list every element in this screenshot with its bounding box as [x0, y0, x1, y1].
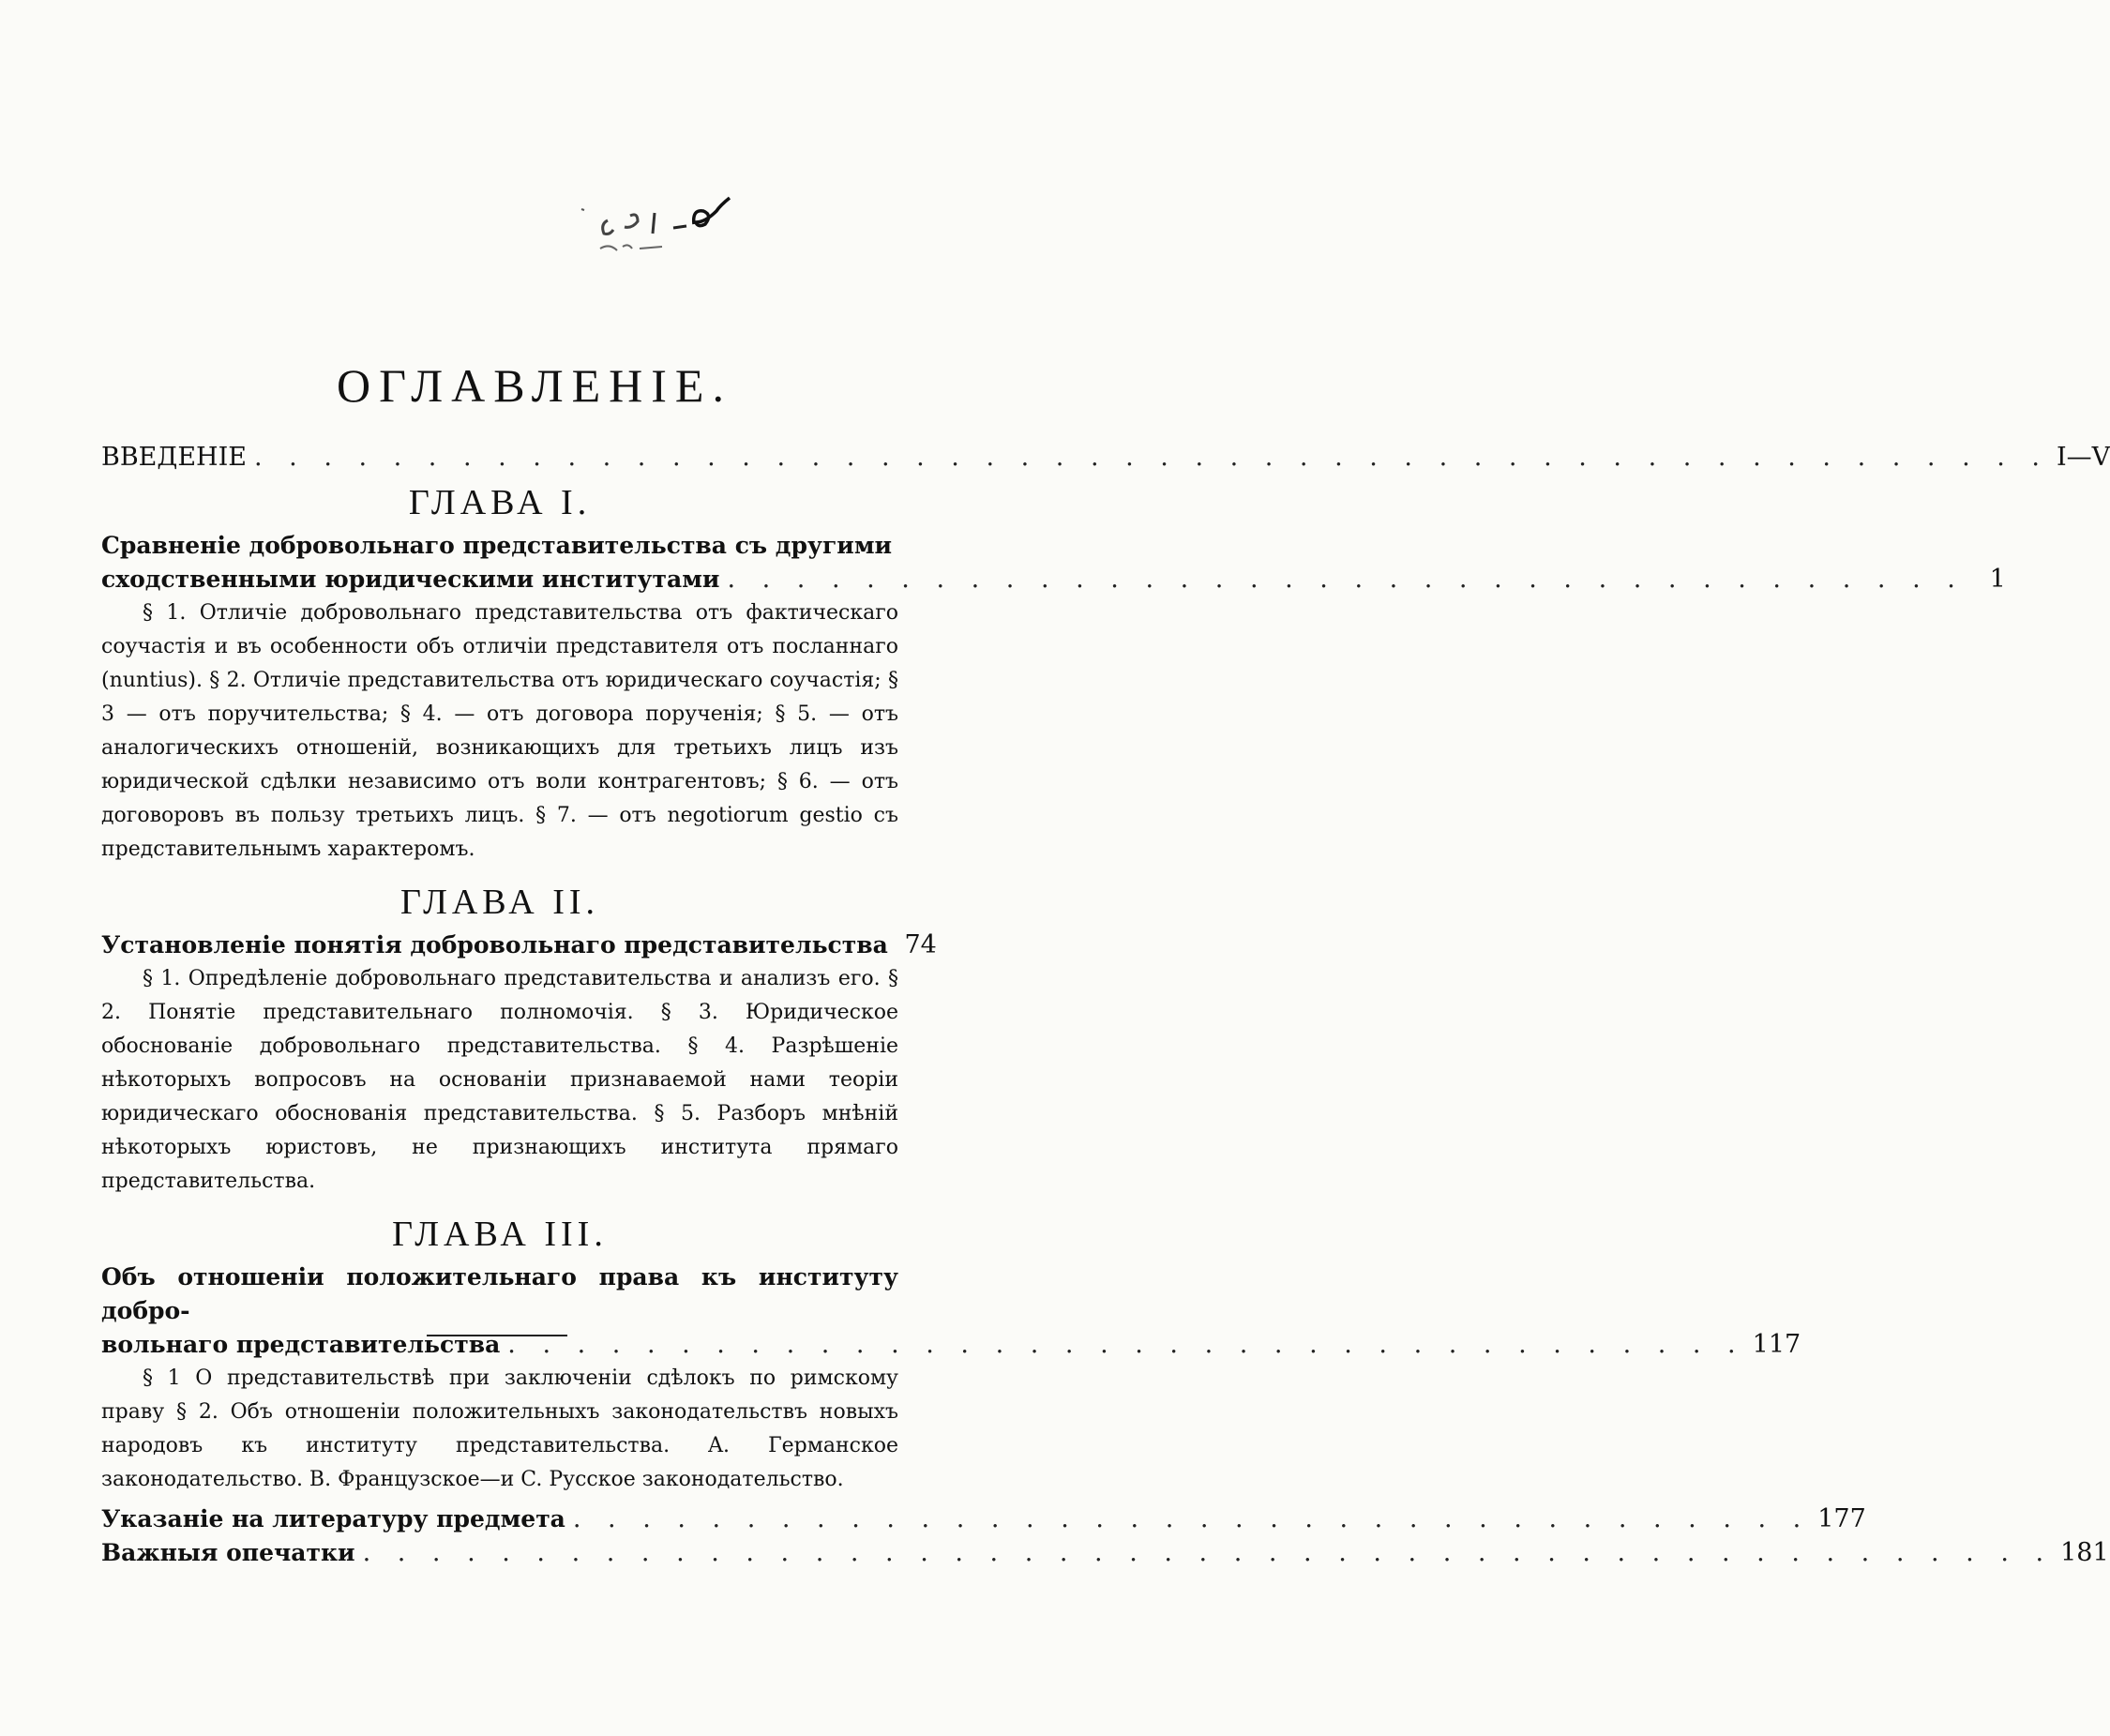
chapter-description: § 1 О представительствѣ при заключеніи сдѣлокъ по римскому праву § 2. Объ отношеніи положительныхъ законодательствъ новыхъ народовъ къ институту представительства. A. Германское законодательство. B. Французское—и C. Русское законодательство. — [101, 1366, 898, 1491]
dot-leader: . . . . . . . . . . . . . . . . . . . . . . . . . . . . . . . . . . . . — [572, 1504, 1811, 1533]
chapter-heading: ГЛАВА II. — [399, 883, 600, 922]
toc-entry-chapter-2 — [101, 928, 937, 962]
chapter-title-continued: сходственными юридическими институтами — [101, 566, 720, 593]
toc-entry-literature — [101, 1502, 1866, 1536]
dot-leader: . . . . . . . . . . . . . . . . . . . . . . . . . . . . . . . . . . . . — [727, 565, 1965, 594]
chapter-heading: ГЛАВА I. — [408, 483, 592, 522]
toc-entry-errata — [101, 1536, 2109, 1570]
chapter-title: Сравненіе добровольнаго представительства съ другими — [101, 532, 893, 559]
handwritten-shelfmark-icon — [563, 192, 806, 305]
chapter-title: Объ отношеніи положительнаго права къ институту добро- — [101, 1263, 898, 1324]
chapter-description: § 1. Отличіе добровольнаго представительства отъ фактическаго соучастія и въ особенности объ отличіи представителя отъ посланнаго (nuntius). § 2. Отличіе представительства отъ юридическаго соучастія; § 3 — отъ поручительства; § 4. — отъ договора порученія; § 5. — отъ аналогическихъ отношеній, возникающихъ для третьихъ лицъ изъ юридической сдѣлки независимо отъ воли контрагентовъ; § 6. — отъ договоровъ въ пользу третьихъ лицъ. § 7. — отъ negotiorum gestio съ представительнымъ характеромъ. — [101, 601, 898, 861]
extra-label: Важныя опечатки — [101, 1539, 355, 1566]
extra-page: 181 — [2060, 1538, 2109, 1567]
toc-entry-chapter-1 — [101, 563, 2006, 596]
intro-pages: I—V — [2056, 443, 2110, 472]
dot-leader: . . . . . . . . . . . . . . . . . . . . . . . . . . . . . . . . . . . . . . . . . . . . . . . . . — [362, 1538, 2054, 1567]
chapter-heading: ГЛАВА III. — [392, 1215, 608, 1254]
chapter-title: Установленіе понятія добровольнаго представительства — [101, 931, 888, 959]
closing-rule — [427, 1335, 567, 1336]
page-title: ОГЛАВЛЕНIЕ. — [337, 359, 732, 412]
table-of-contents — [101, 441, 2110, 1570]
toc-entry-chapter-3 — [101, 1328, 1801, 1362]
chapter-page: 74 — [904, 930, 937, 959]
chapter-page: 117 — [1752, 1330, 1801, 1359]
extra-label: Указаніе на литературу предмета — [101, 1505, 565, 1532]
toc-entry-intro — [101, 441, 2110, 475]
intro-label: ВВЕДЕНIЕ — [101, 443, 247, 472]
dot-leader: . . . . . . . . . . . . . . . . . . . . . . . . . . . . . . . . . . . . . . . . . . . . . . . . . . . . — [253, 443, 2049, 472]
chapter-title-continued: вольнаго представительства — [101, 1331, 501, 1358]
chapter-description: § 1. Опредѣленіе добровольнаго представительства и анализъ его. § 2. Понятіе представительнаго полномочія. § 3. Юридическое обоснованіе добровольнаго представительства. § 4. Разрѣшеніе нѣкоторыхъ вопросовъ на основаніи признаваемой нами теоріи юридическаго обоснованія представительства. § 5. Разборъ мнѣній нѣкоторыхъ юристовъ, не признающихъ института прямаго представительства. — [101, 967, 898, 1193]
chapter-page: 1 — [1989, 565, 2006, 594]
extra-page: 177 — [1817, 1504, 1866, 1533]
dot-leader: . . . . . . . . . . . . . . . . . . . . . . . . . . . . . . . . . . . . — [507, 1330, 1745, 1359]
